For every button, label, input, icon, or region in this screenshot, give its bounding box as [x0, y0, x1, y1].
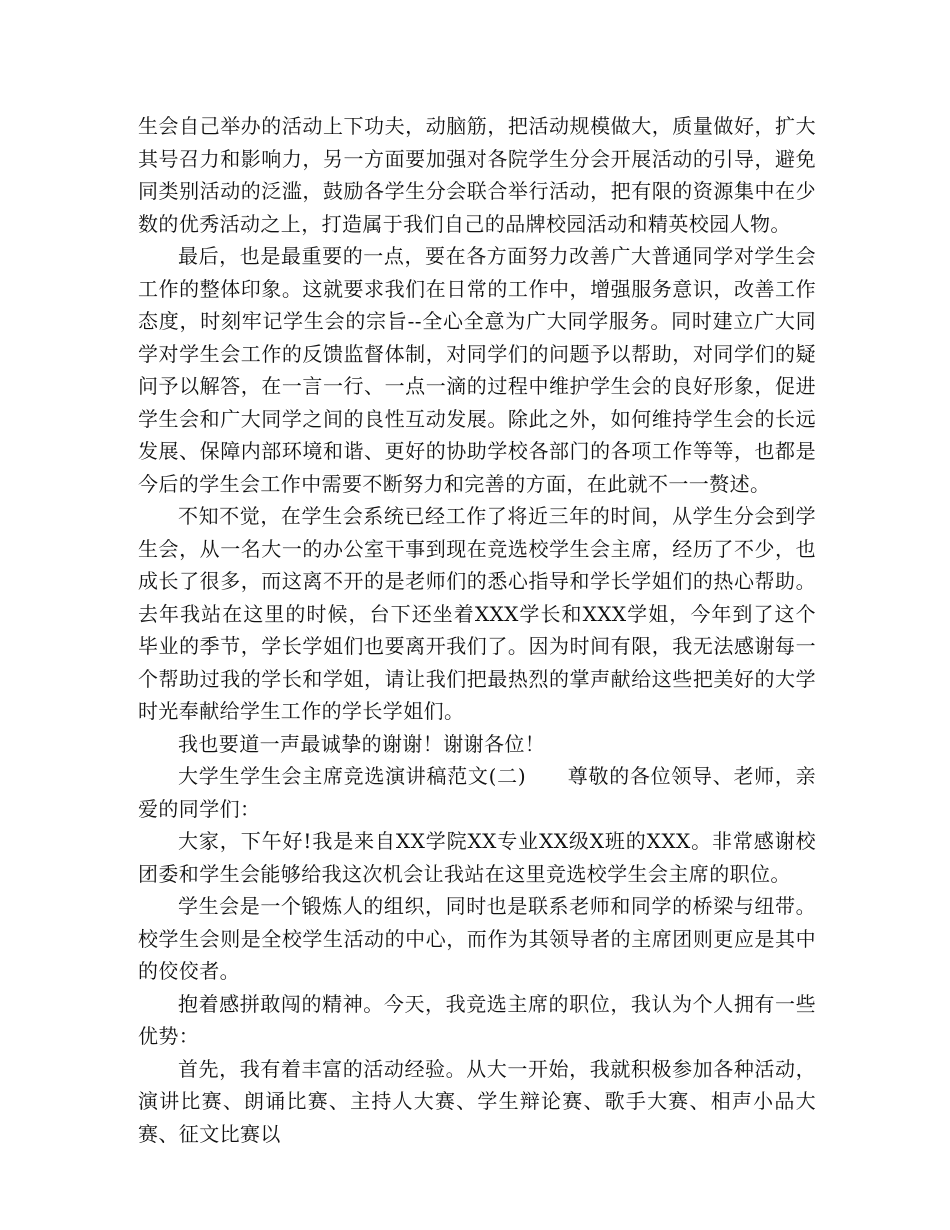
paragraph-three-years: 不知不觉，在学生会系统已经工作了将近三年的时间，从学生分会到学生会，从一名大一的办公室干事到现在竞选校学生会主席，经历了不少，也成长了很多，而这离不开的是老师们的悉心指导和学长学姐们的热心帮助。去年我站在这里的时候，台下还坐着XXX学长和XXX学姐，今年到了这个毕业的季节，学长学姐们也要离开我们了。因为时间有限，我无法感谢每一个帮助过我的学长和学姐，请让我们把最热烈的掌声献给这些把美好的大学时光奉献给学生工作的学长学姐们。 [138, 504, 816, 723]
paragraph-greeting: 大家，下午好!我是来自XX学院XX专业XX级X班的XXX。非常感谢校团委和学生会能够给我这次机会让我站在这里竞选校学生会主席的职位。 [138, 829, 816, 886]
paragraph-experience: 首先，我有着丰富的活动经验。从大一开始，我就积极参加各种活动，演讲比赛、朗诵比赛、主持人大赛、学生辩论赛、歌手大赛、相声小品大赛、征文比赛以 [138, 1056, 816, 1146]
paragraph-student-union: 学生会是一个锻炼人的组织，同时也是联系老师和同学的桥梁与纽带。校学生会则是全校学生活动的中心，而作为其领导者的主席团则更应是其中的佼佼者。 [138, 894, 816, 983]
paragraph-speech-two-heading: 大学生学生会主席竞选演讲稿范文(二) 尊敬的各位领导、老师，亲爱的同学们： [138, 764, 816, 821]
paragraph-continued: 生会自己举办的活动上下功夫，动脑筋，把活动规模做大，质量做好，扩大其号召力和影响力，另一方面要加强对各院学生分会开展活动的引导，避免同类别活动的泛滥，鼓励各学生分会联合举行活动，把有限的资源集中在少数的优秀活动之上，打造属于我们自己的品牌校园活动和精英校园人物。 [138, 114, 816, 236]
paragraph-thanks: 我也要道一声最诚挚的谢谢！谢谢各位！ [178, 731, 546, 756]
document-page [138, 110, 816, 1150]
paragraph-improve-impression: 最后，也是最重要的一点，要在各方面努力改善广大普通同学对学生会工作的整体印象。这就要求我们在日常的工作中，增强服务意识，改善工作态度，时刻牢记学生会的宗旨--全心全意为广大同学服务。同时建立广大同学对学生会工作的反馈监督体制，对同学们的问题予以帮助，对同学们的疑问予以解答，在一言一行、一点一滴的过程中维护学生会的良好形象，促进学生会和广大同学之间的良性互动发展。除此之外，如何维持学生会的长远发展、保障内部环境和谐、更好的协助学校各部门的各项工作等等，也都是今后的学生会工作中需要不断努力和完善的方面，在此就不一一赘述。 [138, 244, 816, 496]
paragraph-advantages: 抱着感拼敢闯的精神。今天，我竞选主席的职位，我认为个人拥有一些优势： [138, 991, 816, 1048]
